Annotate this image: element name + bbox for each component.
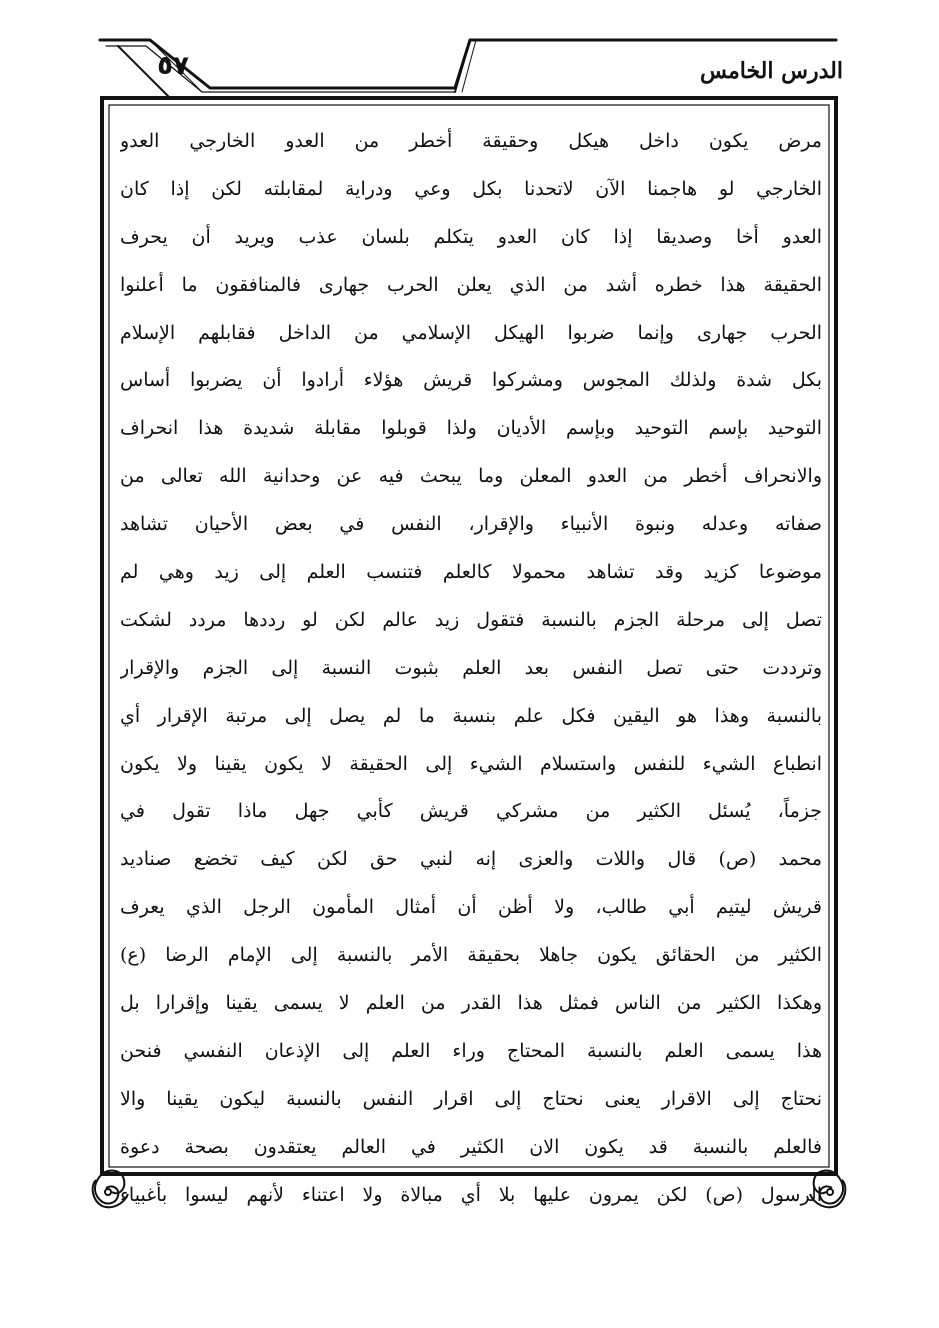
text-line: جزماً، يُسئل الكثير من مشركي قريش كأبي جهل ماذا تقول في bbox=[120, 800, 822, 823]
text-line: الرسول (ص) لكن يمرون عليها بلا أي مبالاة ولا اعتناء لأنهم ليسوا بأغبياء bbox=[120, 1183, 822, 1206]
text-line: وترددت حتى تصل النفس بعد العلم بثبوت النسبة إلى الجزم والإقرار bbox=[120, 656, 822, 679]
text-line: الحقيقة هذا خطره أشد من الذي يعلن الحرب جهارى فالمنافقون ما أعلنوا bbox=[120, 273, 822, 296]
text-line: بكل شدة ولذلك المجوس ومشركوا قريش هؤلاء أرادوا أن يضربوا أساس bbox=[120, 369, 822, 392]
text-line: تصل إلى مرحلة الجزم بالنسبة فتقول زيد عالم لكن لو رددها مردد لشكت bbox=[120, 608, 822, 631]
text-line: قريش ليتيم أبي طالب، ولا أظن أن أمثال المأمون الرجل الذي يعرف bbox=[120, 896, 822, 919]
text-line: والانحراف أخطر من العدو المعلن وما يبحث فيه عن وحدانية الله تعالى من bbox=[120, 465, 822, 488]
text-line: نحتاج إلى الاقرار يعنى نحتاج إلى اقرار النفس بالنسبة ليكون يقينا والا bbox=[120, 1087, 822, 1110]
text-line: فالعلم بالنسبة قد يكون الان الكثير في العالم يعتقدون بصحة دعوة bbox=[120, 1135, 822, 1158]
chapter-title: الدرس الخامس bbox=[699, 58, 843, 84]
page-number: ٥٧ bbox=[157, 51, 189, 81]
text-line: وهكذا الكثير من الناس فمثل هذا القدر من العلم لا يسمى يقينا وإقرارا بل bbox=[120, 992, 822, 1015]
body-text bbox=[120, 118, 822, 1219]
text-line: محمد (ص) قال واللات والعزى إنه لنبي حق لكن كيف تخضع صناديد bbox=[120, 848, 822, 871]
text-line: هذا يسمى العلم بالنسبة المحتاج وراء العلم إلى الإذعان النفسي فنحن bbox=[120, 1039, 822, 1062]
text-line: مرض يكون داخل هيكل وحقيقة أخطر من العدو الخارجي العدو bbox=[120, 130, 822, 152]
text-line: بالنسبة وهذا هو اليقين فكل علم بنسبة ما لم يصل إلى مرتبة الإقرار أي bbox=[120, 704, 822, 727]
text-line: العدو أخا وصديقا إذا كان العدو يتكلم بلسان عذب ويريد أن يحرف bbox=[120, 225, 822, 248]
text-line: صفاته وعدله ونبوة الأنبياء والإقرار، النفس في بعض الأحيان تشاهد bbox=[120, 513, 822, 536]
text-line: الحرب جهارى وإنما ضربوا الهيكل الإسلامي من الداخل فقابلهم الإسلام bbox=[120, 321, 822, 344]
text-line: انطباع الشيء للنفس واستسلام الشيء إلى الحقيقة لا يكون يقينا ولا يكون bbox=[120, 752, 822, 775]
text-line: الخارجي لو هاجمنا الآن لاتحدنا بكل وعي ودراية لمقابلته لكن إذا كان bbox=[120, 177, 822, 200]
text-line: موضوعا كزيد وقد تشاهد محمولا كالعلم فتنسب العلم إلى زيد وهي لم bbox=[120, 561, 822, 584]
text-line: التوحيد بإسم التوحيد وبإسم الأديان ولذا قوبلوا مقابلة شديدة هذا انحراف bbox=[120, 417, 822, 440]
text-line: الكثير من الحقائق يكون جاهلا بحقيقة الأمر بالنسبة إلى الإمام الرضا (ع) bbox=[120, 944, 822, 967]
